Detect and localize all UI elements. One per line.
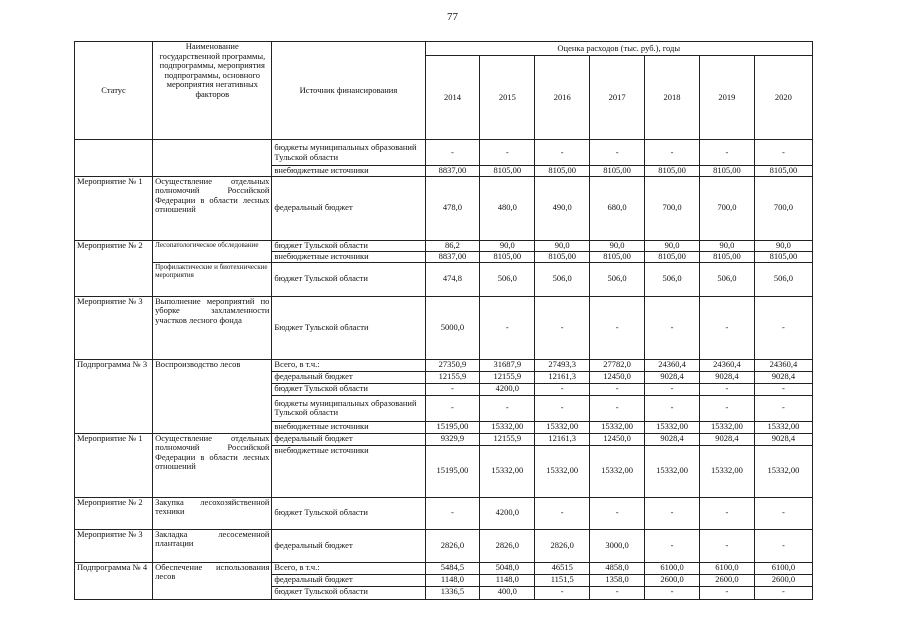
row-program-name: Обеспечение использования лесов	[153, 562, 272, 599]
value-cell: 8105,00	[590, 251, 645, 262]
value-cell: 46515	[535, 562, 590, 574]
value-cell: 506,0	[535, 262, 590, 296]
row-status: Мероприятие № 3	[75, 529, 153, 562]
row-program-name: Выполнение мероприятий по уборке захламленности участков лесного фонда	[153, 296, 272, 359]
table-row	[75, 529, 813, 562]
value-cell: 8105,00	[535, 251, 590, 262]
value-cell: 6100,0	[699, 562, 754, 574]
row-status	[75, 140, 153, 177]
value-cell: -	[645, 529, 700, 562]
value-cell: 8105,00	[535, 166, 590, 177]
row-program-name: Осуществление отдельных полномочий Российской Федерации в области лесных отношений	[153, 176, 272, 240]
header-year: 2014	[425, 56, 480, 140]
row-program-name: Профилактические и биотехнические мероприятия	[153, 262, 272, 296]
value-cell: -	[754, 296, 812, 359]
row-status: Мероприятие № 1	[75, 433, 153, 497]
value-cell: 24360,4	[699, 359, 754, 371]
table-row	[75, 140, 813, 166]
value-cell: 15332,00	[590, 421, 645, 433]
value-cell: 90,0	[645, 240, 700, 251]
header-year: 2017	[590, 56, 645, 140]
header-expense-estimate: Оценка расходов (тыс. руб.), годы	[425, 42, 813, 56]
value-cell: -	[535, 497, 590, 529]
value-cell: 400,0	[480, 586, 535, 599]
value-cell: 8837,00	[425, 251, 480, 262]
value-cell: 5048,0	[480, 562, 535, 574]
row-status: Мероприятие № 1	[75, 176, 153, 240]
value-cell: 15332,00	[535, 421, 590, 433]
value-cell: 12161,3	[535, 433, 590, 445]
value-cell: 1151,5	[535, 574, 590, 586]
row-program-name	[153, 140, 272, 177]
value-cell: -	[645, 140, 700, 166]
value-cell: -	[754, 586, 812, 599]
funding-source: внебюджетные источники	[272, 421, 425, 433]
value-cell: 86,2	[425, 240, 480, 251]
funding-source: бюджет Тульской области	[272, 240, 425, 251]
value-cell: 15332,00	[480, 421, 535, 433]
value-cell: 1336,5	[425, 586, 480, 599]
value-cell: -	[590, 296, 645, 359]
value-cell: -	[590, 383, 645, 395]
row-status: Подпрограмма № 4	[75, 562, 153, 599]
value-cell: -	[480, 140, 535, 166]
funding-source: бюджет Тульской области	[272, 586, 425, 599]
value-cell: -	[699, 395, 754, 421]
table-row	[75, 497, 813, 529]
value-cell: 680,0	[590, 176, 645, 240]
budget-table	[74, 41, 813, 600]
row-program-name: Закладка лесосеменной плантации	[153, 529, 272, 562]
value-cell: 2826,0	[535, 529, 590, 562]
value-cell: 700,0	[645, 176, 700, 240]
funding-source: федеральный бюджет	[272, 529, 425, 562]
value-cell: 490,0	[535, 176, 590, 240]
value-cell: 8105,00	[480, 166, 535, 177]
table-row	[75, 433, 813, 445]
value-cell: 8105,00	[645, 166, 700, 177]
value-cell: -	[754, 529, 812, 562]
funding-source: бюджет Тульской области	[272, 497, 425, 529]
funding-source: внебюджетные источники	[272, 445, 425, 497]
value-cell: 15195,00	[425, 421, 480, 433]
table-row	[75, 240, 813, 251]
value-cell: -	[699, 296, 754, 359]
row-program-name: Осуществление отдельных полномочий Российской Федерации в области лесных отношений	[153, 433, 272, 497]
value-cell: 480,0	[480, 176, 535, 240]
value-cell: 8837,00	[425, 166, 480, 177]
value-cell: 9329,9	[425, 433, 480, 445]
value-cell: -	[645, 296, 700, 359]
value-cell: 5484,5	[425, 562, 480, 574]
value-cell: 6100,0	[645, 562, 700, 574]
value-cell: -	[425, 395, 480, 421]
table-row	[75, 176, 813, 240]
table-row	[75, 359, 813, 371]
value-cell: -	[699, 140, 754, 166]
value-cell: 8105,00	[754, 166, 812, 177]
value-cell: -	[425, 497, 480, 529]
value-cell: 90,0	[699, 240, 754, 251]
value-cell: -	[425, 140, 480, 166]
value-cell: 700,0	[754, 176, 812, 240]
value-cell: 15332,00	[754, 445, 812, 497]
header-status: Статус	[75, 42, 153, 140]
value-cell: 700,0	[699, 176, 754, 240]
value-cell: 15332,00	[590, 445, 645, 497]
funding-source: федеральный бюджет	[272, 176, 425, 240]
header-year: 2016	[535, 56, 590, 140]
row-status: Подпрограмма № 3	[75, 359, 153, 433]
value-cell: 8105,00	[699, 166, 754, 177]
table-row	[75, 562, 813, 574]
value-cell: 8105,00	[480, 251, 535, 262]
value-cell: 1148,0	[425, 574, 480, 586]
value-cell: 15195,00	[425, 445, 480, 497]
value-cell: -	[645, 395, 700, 421]
value-cell: 8105,00	[590, 166, 645, 177]
value-cell: 9028,4	[754, 433, 812, 445]
value-cell: -	[480, 296, 535, 359]
value-cell: -	[645, 586, 700, 599]
value-cell: 8105,00	[699, 251, 754, 262]
row-program-name: Воспроизводство лесов	[153, 359, 272, 433]
value-cell: -	[754, 140, 812, 166]
value-cell: -	[645, 383, 700, 395]
value-cell: -	[699, 383, 754, 395]
value-cell: -	[699, 586, 754, 599]
row-program-name: Закупка лесохозяйственной техники	[153, 497, 272, 529]
value-cell: 506,0	[480, 262, 535, 296]
value-cell: 1358,0	[590, 574, 645, 586]
funding-source: федеральный бюджет	[272, 574, 425, 586]
funding-source: бюджет Тульской области	[272, 262, 425, 296]
value-cell: -	[480, 395, 535, 421]
table-row	[75, 262, 813, 296]
header-year: 2018	[645, 56, 700, 140]
value-cell: -	[535, 140, 590, 166]
value-cell: -	[425, 383, 480, 395]
funding-source: Всего, в т.ч.:	[272, 562, 425, 574]
value-cell: 27782,0	[590, 359, 645, 371]
funding-source: бюджеты муниципальных образований Тульской области	[272, 395, 425, 421]
value-cell: 478,0	[425, 176, 480, 240]
value-cell: -	[535, 296, 590, 359]
row-status: Мероприятие № 3	[75, 296, 153, 359]
value-cell: 5000,0	[425, 296, 480, 359]
value-cell: 4200,0	[480, 497, 535, 529]
funding-source: внебюджетные источники	[272, 166, 425, 177]
value-cell: 12161,3	[535, 371, 590, 383]
value-cell: 24360,4	[645, 359, 700, 371]
row-program-name: Лесопатологическое обследование	[153, 240, 272, 262]
page-number: 77	[447, 11, 458, 23]
value-cell: -	[535, 586, 590, 599]
value-cell: 12155,9	[480, 371, 535, 383]
value-cell: 3000,0	[590, 529, 645, 562]
value-cell: 2600,0	[699, 574, 754, 586]
value-cell: -	[535, 395, 590, 421]
value-cell: 31687,9	[480, 359, 535, 371]
value-cell: 90,0	[535, 240, 590, 251]
value-cell: 4200,0	[480, 383, 535, 395]
value-cell: -	[754, 497, 812, 529]
value-cell: -	[645, 497, 700, 529]
value-cell: 24360,4	[754, 359, 812, 371]
row-status: Мероприятие № 2	[75, 497, 153, 529]
value-cell: 12155,9	[425, 371, 480, 383]
value-cell: 8105,00	[645, 251, 700, 262]
value-cell: 4858,0	[590, 562, 645, 574]
value-cell: -	[590, 497, 645, 529]
value-cell: 506,0	[699, 262, 754, 296]
value-cell: 9028,4	[699, 371, 754, 383]
value-cell: 90,0	[480, 240, 535, 251]
value-cell: 90,0	[590, 240, 645, 251]
funding-source: бюджеты муниципальных образований Тульской области	[272, 140, 425, 166]
value-cell: 8105,00	[754, 251, 812, 262]
table-row	[75, 296, 813, 359]
value-cell: 15332,00	[535, 445, 590, 497]
value-cell: 474,8	[425, 262, 480, 296]
funding-source: внебюджетные источники	[272, 251, 425, 262]
value-cell: 15332,00	[699, 421, 754, 433]
value-cell: -	[754, 383, 812, 395]
funding-source: федеральный бюджет	[272, 371, 425, 383]
value-cell: 12450,0	[590, 433, 645, 445]
table-body	[75, 140, 813, 600]
value-cell: 12450,0	[590, 371, 645, 383]
funding-source: Бюджет Тульской области	[272, 296, 425, 359]
header-year: 2019	[699, 56, 754, 140]
value-cell: 15332,00	[480, 445, 535, 497]
header-funding-source: Источник финансирования	[272, 42, 425, 140]
value-cell: 2600,0	[645, 574, 700, 586]
header-year: 2020	[754, 56, 812, 140]
header-program-name: Наименование государственной программы, подпрограммы, мероприятия подпрограммы, основного мероприятия негативных факторов	[153, 42, 272, 140]
value-cell: 90,0	[754, 240, 812, 251]
value-cell: -	[590, 140, 645, 166]
value-cell: 506,0	[645, 262, 700, 296]
value-cell: 9028,4	[699, 433, 754, 445]
value-cell: 12155,9	[480, 433, 535, 445]
value-cell: -	[754, 395, 812, 421]
value-cell: -	[699, 497, 754, 529]
value-cell: 2826,0	[480, 529, 535, 562]
value-cell: 27350,9	[425, 359, 480, 371]
value-cell: 506,0	[590, 262, 645, 296]
value-cell: 9028,4	[645, 433, 700, 445]
value-cell: -	[535, 383, 590, 395]
funding-source: бюджет Тульской области	[272, 383, 425, 395]
value-cell: 2826,0	[425, 529, 480, 562]
funding-source: федеральный бюджет	[272, 433, 425, 445]
value-cell: 6100,0	[754, 562, 812, 574]
value-cell: 506,0	[754, 262, 812, 296]
value-cell: -	[590, 586, 645, 599]
value-cell: -	[590, 395, 645, 421]
value-cell: 1148,0	[480, 574, 535, 586]
value-cell: 9028,4	[754, 371, 812, 383]
value-cell: 2600,0	[754, 574, 812, 586]
value-cell: 15332,00	[699, 445, 754, 497]
value-cell: 15332,00	[645, 421, 700, 433]
header-year: 2015	[480, 56, 535, 140]
value-cell: 27493,3	[535, 359, 590, 371]
row-status: Мероприятие № 2	[75, 240, 153, 296]
value-cell: 9028,4	[645, 371, 700, 383]
value-cell: 15332,00	[754, 421, 812, 433]
funding-source: Всего, в т.ч.:	[272, 359, 425, 371]
value-cell: -	[699, 529, 754, 562]
value-cell: 15332,00	[645, 445, 700, 497]
